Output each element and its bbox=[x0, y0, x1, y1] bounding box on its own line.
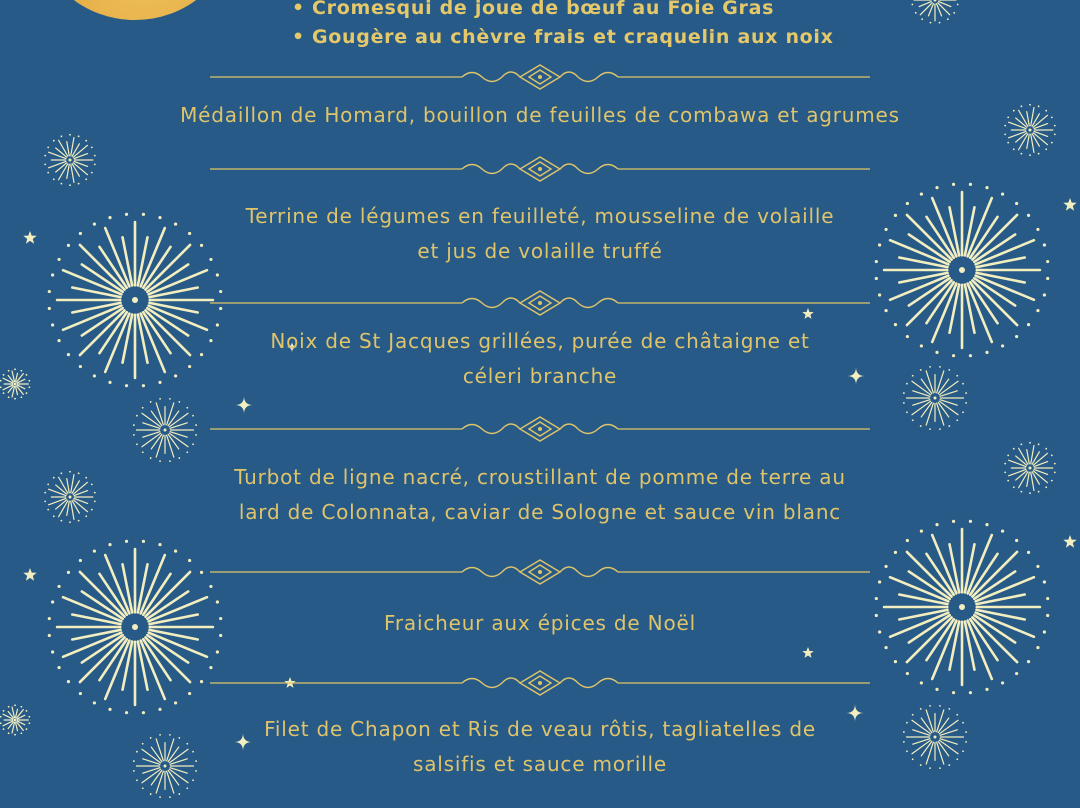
dish-line: Noix de St Jacques grillées, purée de châtaigne et bbox=[270, 329, 810, 353]
dish-line: lard de Colonnata, caviar de Sologne et sauce vin blanc bbox=[238, 500, 842, 524]
star-icon bbox=[1063, 198, 1076, 211]
star-icon bbox=[802, 647, 813, 658]
dish-course-1 bbox=[140, 98, 940, 133]
appetizer-item: • Gougère au chèvre frais et craquelin aux noix bbox=[292, 23, 834, 52]
dish-line: céleri branche bbox=[462, 364, 618, 388]
ornamental-divider bbox=[200, 670, 880, 696]
dish-line: Turbot de ligne nacré, croustillant de pomme de terre au bbox=[234, 465, 846, 489]
dish-course-5 bbox=[140, 606, 940, 641]
firework-icon bbox=[44, 134, 95, 186]
star-icon bbox=[23, 231, 36, 244]
firework-icon bbox=[1004, 104, 1055, 156]
firework-icon bbox=[911, 0, 958, 24]
dish-course-3 bbox=[140, 324, 940, 394]
firework-icon bbox=[1004, 442, 1055, 494]
appetizer-item: • Cromesqui de joue de bœuf au Foie Gras bbox=[292, 0, 834, 23]
firework-icon bbox=[133, 398, 197, 462]
star-icon bbox=[23, 568, 36, 581]
ornamental-divider bbox=[200, 156, 880, 182]
firework-icon bbox=[44, 471, 95, 523]
star-icon bbox=[1063, 535, 1076, 548]
ornamental-divider bbox=[200, 290, 880, 316]
dish-line: Fraicheur aux épices de Noël bbox=[384, 611, 696, 635]
ornamental-divider bbox=[200, 64, 880, 90]
ornamental-divider bbox=[200, 559, 880, 585]
dish-line: et jus de volaille truffé bbox=[417, 239, 663, 263]
firework-icon bbox=[0, 368, 30, 399]
dish-line: salsifis et sauce morille bbox=[412, 752, 667, 776]
dish-line: Terrine de légumes en feuilleté, mousseline de volaille bbox=[245, 204, 835, 228]
dish-course-6 bbox=[140, 712, 940, 782]
sparkle-icon bbox=[235, 396, 253, 414]
dish-line: Médaillon de Homard, bouillon de feuilles de combawa et agrumes bbox=[180, 103, 900, 127]
appetizer-list bbox=[292, 0, 834, 52]
dish-course-2 bbox=[140, 199, 940, 269]
dish-course-4 bbox=[140, 460, 940, 530]
firework-icon bbox=[0, 704, 30, 735]
ornamental-divider bbox=[200, 416, 880, 442]
dish-line: Filet de Chapon et Ris de veau rôtis, tagliatelles de bbox=[264, 717, 816, 741]
